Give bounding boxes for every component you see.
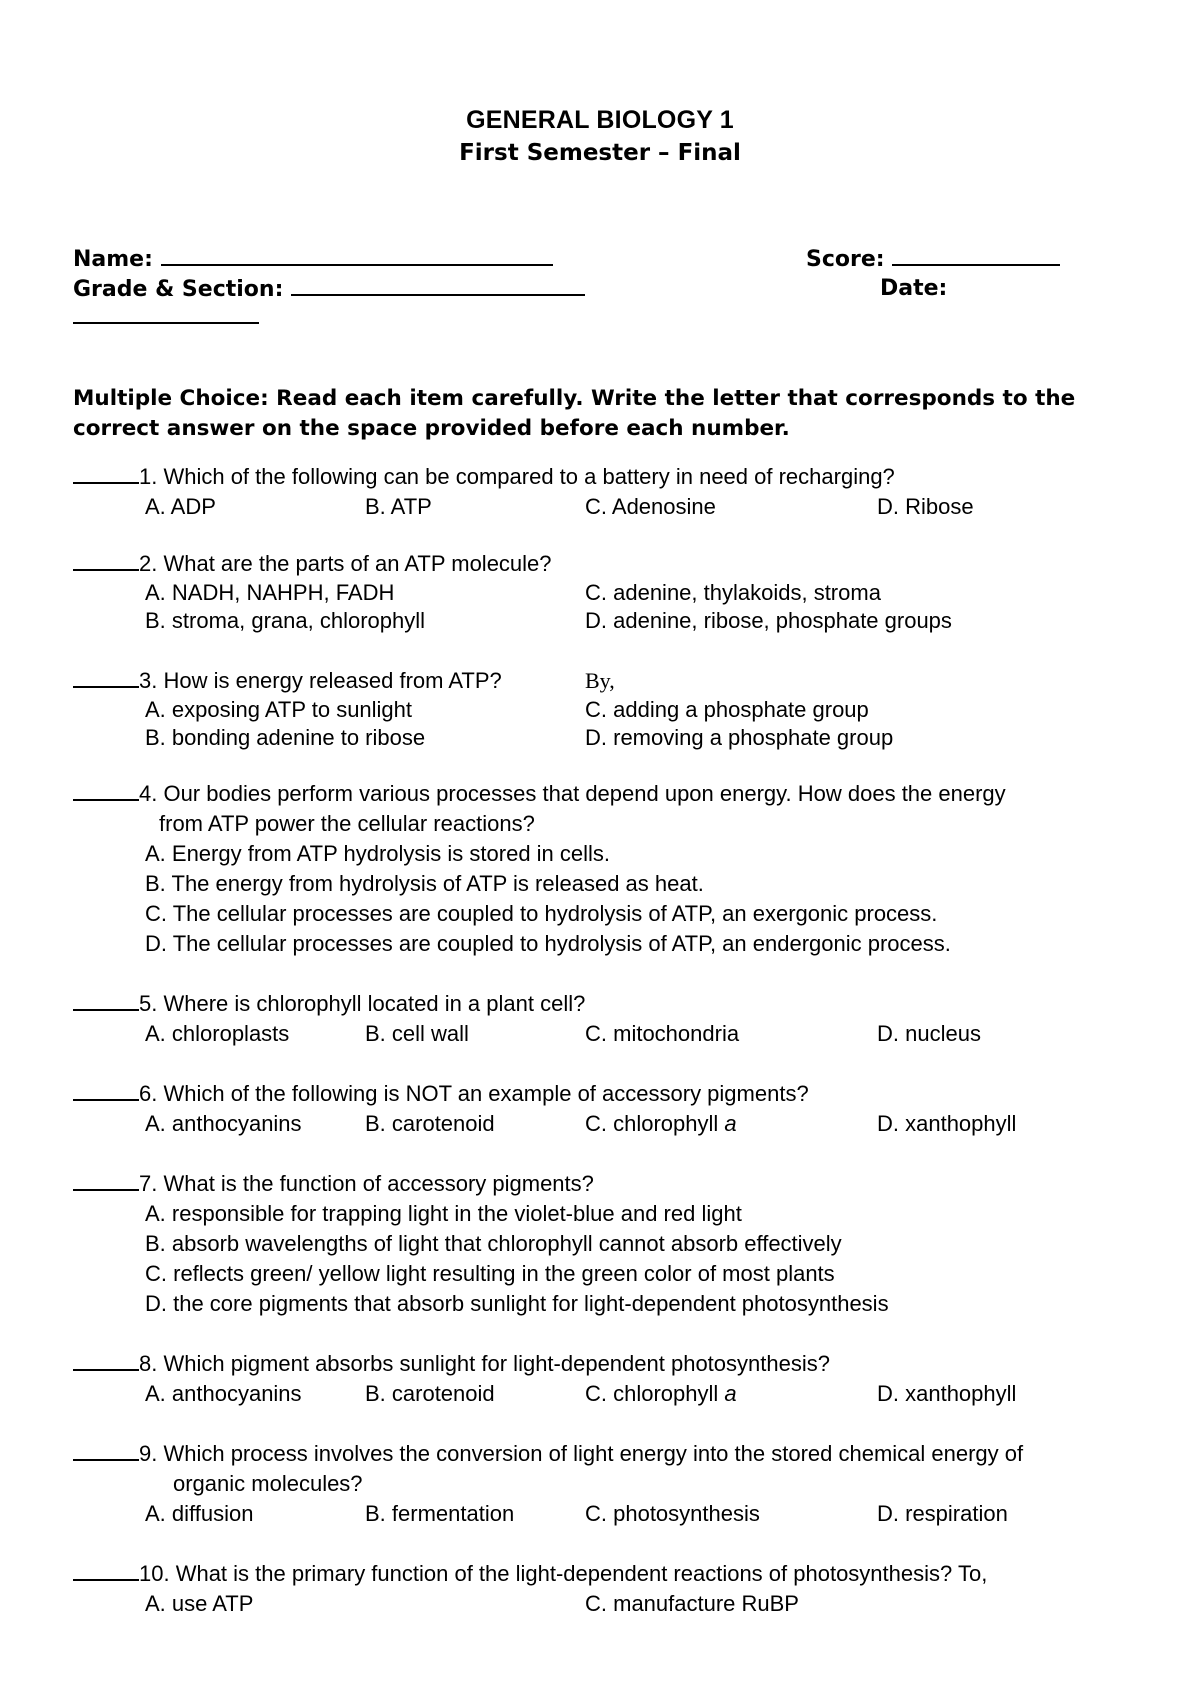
- q6-option-a: A. anthocyanins: [145, 1111, 302, 1136]
- q1-option-a: A. ADP: [145, 494, 216, 519]
- q5-option-d: D. nucleus: [877, 1021, 981, 1046]
- q9-option-c: C. photosynthesis: [585, 1501, 760, 1526]
- q9-option-b: B. fermentation: [365, 1501, 515, 1526]
- q9-option-a: A. diffusion: [145, 1501, 254, 1526]
- q6-option-d: D. xanthophyll: [877, 1111, 1017, 1136]
- name-blank[interactable]: [161, 246, 553, 266]
- question-2-text: 2. What are the parts of an ATP molecule?: [139, 551, 552, 576]
- grade-section-blank[interactable]: [291, 276, 585, 296]
- question-10-text: 10. What is the primary function of the light-dependent reactions of photosynthesis? To,: [139, 1561, 988, 1586]
- q3-option-a: A. exposing ATP to sunlight: [145, 697, 413, 722]
- q3-option-c: C. adding a phosphate group: [585, 697, 869, 722]
- question-9-text: 9. Which process involves the conversion of light energy into the stored chemical energy of: [139, 1441, 1024, 1466]
- q6-option-c-italic: a: [724, 1111, 737, 1136]
- date-blank[interactable]: [73, 304, 259, 324]
- q6-option-c: [585, 1111, 737, 1137]
- q1-option-c: C. Adenosine: [585, 494, 716, 519]
- q7-option-a: A. responsible for trapping light in the violet-blue and red light: [145, 1201, 742, 1226]
- question-1: [73, 464, 895, 490]
- q4-option-c: C. The cellular processes are coupled to hydrolysis of ATP, an exergonic process.: [145, 901, 938, 926]
- question-2: [73, 551, 552, 577]
- q8-option-c-text: C. chlorophyll: [585, 1381, 719, 1406]
- q5-option-a: A. chloroplasts: [145, 1021, 290, 1046]
- answer-blank-9[interactable]: [73, 1441, 139, 1461]
- date-field: [880, 276, 947, 301]
- q3-option-d: D. removing a phosphate group: [585, 725, 894, 750]
- question-8-text: 8. Which pigment absorbs sunlight for light-dependent photosynthesis?: [139, 1351, 830, 1376]
- question-10: [73, 1561, 987, 1587]
- q4-option-b: B. The energy from hydrolysis of ATP is released as heat.: [145, 871, 704, 896]
- q6-option-b: B. carotenoid: [365, 1111, 495, 1136]
- q6-option-c-text: C. chlorophyll: [585, 1111, 719, 1136]
- q10-option-c: C. manufacture RuBP: [585, 1591, 799, 1616]
- q1-option-d: D. Ribose: [877, 494, 974, 519]
- q7-option-d: D. the core pigments that absorb sunlight for light-dependent photosynthesis: [145, 1291, 889, 1316]
- q2-option-a: A. NADH, NAHPH, FADH: [145, 580, 395, 605]
- q2-option-d: D. adenine, ribose, phosphate groups: [585, 608, 952, 633]
- question-8: [73, 1351, 830, 1377]
- q8-option-a: A. anthocyanins: [145, 1381, 302, 1406]
- question-7-text: 7. What is the function of accessory pigments?: [139, 1171, 594, 1196]
- question-5: [73, 991, 585, 1017]
- question-9-text-cont: organic molecules?: [173, 1471, 363, 1496]
- question-6-text: 6. Which of the following is NOT an example of accessory pigments?: [139, 1081, 809, 1106]
- q8-option-c: [585, 1381, 737, 1407]
- q1-option-b: B. ATP: [365, 494, 432, 519]
- q3-option-b: B. bonding adenine to ribose: [145, 725, 426, 750]
- q7-option-b: B. absorb wavelengths of light that chlorophyll cannot absorb effectively: [145, 1231, 842, 1256]
- instructions: Multiple Choice: Read each item carefully. Write the letter that corresponds to the correct answer on the space provided before each number.: [73, 386, 1076, 441]
- question-3: [73, 668, 502, 694]
- name-label: Name:: [73, 247, 153, 272]
- document-title: GENERAL BIOLOGY 1: [466, 106, 734, 134]
- question-4: [73, 781, 1006, 807]
- question-4-text-cont: from ATP power the cellular reactions?: [159, 811, 535, 836]
- q8-option-b: B. carotenoid: [365, 1381, 495, 1406]
- score-field: [806, 246, 1060, 272]
- answer-blank-7[interactable]: [73, 1171, 139, 1191]
- q4-option-d: D. The cellular processes are coupled to hydrolysis of ATP, an endergonic process.: [145, 931, 951, 956]
- answer-blank-1[interactable]: [73, 464, 139, 484]
- q8-option-d: D. xanthophyll: [877, 1381, 1017, 1406]
- date-blank-wrap: [73, 304, 259, 330]
- q2-option-b: B. stroma, grana, chlorophyll: [145, 608, 426, 633]
- answer-blank-2[interactable]: [73, 551, 139, 571]
- q5-option-b: B. cell wall: [365, 1021, 469, 1046]
- grade-section-label: Grade & Section:: [73, 277, 284, 302]
- score-blank[interactable]: [892, 246, 1060, 266]
- question-1-text: 1. Which of the following can be compared to a battery in need of recharging?: [139, 464, 895, 489]
- question-9: [73, 1441, 1023, 1467]
- q10-option-a: A. use ATP: [145, 1591, 254, 1616]
- q9-option-d: D. respiration: [877, 1501, 1008, 1526]
- q8-option-c-italic: a: [724, 1381, 737, 1406]
- q5-option-c: C. mitochondria: [585, 1021, 740, 1046]
- answer-blank-4[interactable]: [73, 781, 139, 801]
- answer-blank-8[interactable]: [73, 1351, 139, 1371]
- question-7: [73, 1171, 594, 1197]
- name-field: [73, 246, 553, 272]
- question-6: [73, 1081, 809, 1107]
- q4-option-a: A. Energy from ATP hydrolysis is stored in cells.: [145, 841, 611, 866]
- date-label: Date:: [880, 276, 948, 301]
- q7-option-c: C. reflects green/ yellow light resulting in the green color of most plants: [145, 1261, 835, 1286]
- document-subtitle: First Semester – Final: [459, 140, 741, 166]
- q3-suffix: By,: [585, 668, 615, 693]
- grade-section-field: [73, 276, 585, 302]
- answer-blank-10[interactable]: [73, 1561, 139, 1581]
- answer-blank-6[interactable]: [73, 1081, 139, 1101]
- answer-blank-3[interactable]: [73, 668, 139, 688]
- question-4-text: 4. Our bodies perform various processes that depend upon energy. How does the energy: [139, 781, 1006, 806]
- answer-blank-5[interactable]: [73, 991, 139, 1011]
- score-label: Score:: [806, 247, 885, 272]
- question-3-text: 3. How is energy released from ATP?: [139, 668, 502, 693]
- q2-option-c: C. adenine, thylakoids, stroma: [585, 580, 881, 605]
- question-5-text: 5. Where is chlorophyll located in a plant cell?: [139, 991, 586, 1016]
